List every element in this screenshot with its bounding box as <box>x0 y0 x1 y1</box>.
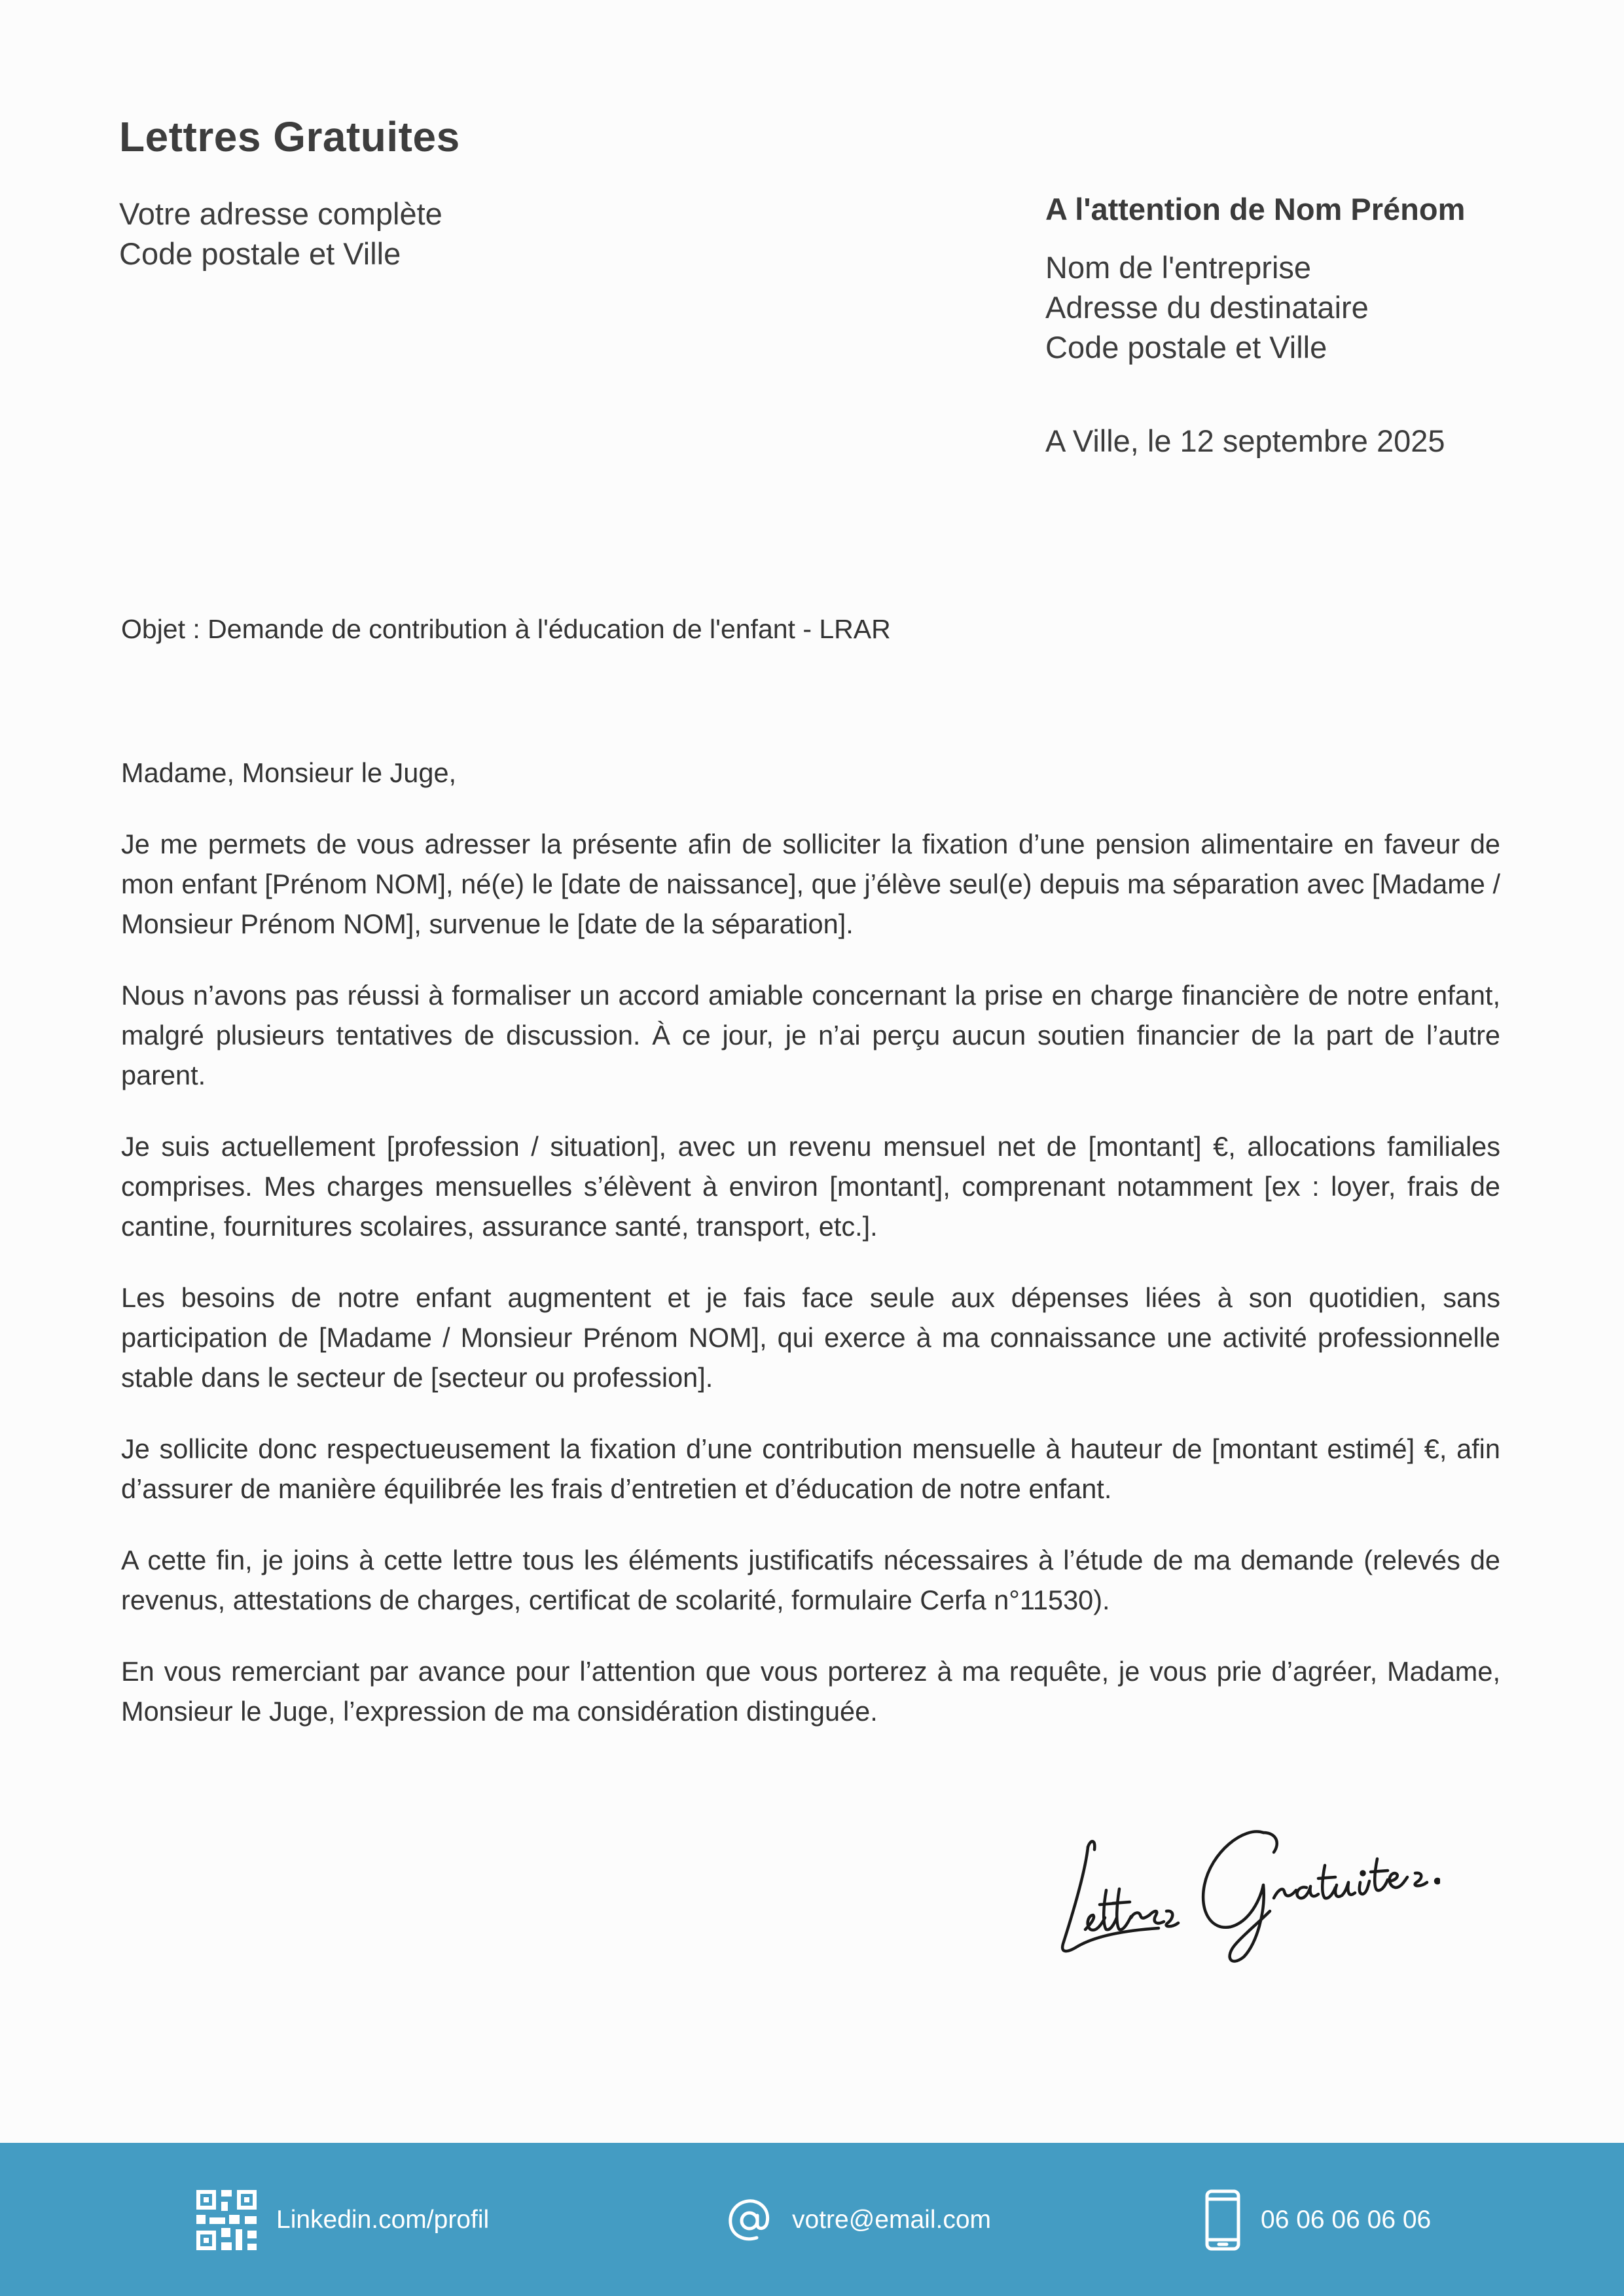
at-sign-icon <box>727 2197 772 2243</box>
qr-code-icon <box>196 2190 257 2250</box>
paragraph: Je sollicite donc respectueusement la fixation d’une contribution mensuelle à hauteur de [montant estimé] €, afin d’assurer de manière équilibrée les frais d’entretien et d’éducation de notre enfant. <box>121 1433 1500 1504</box>
sender-name: Lettres Gratuites <box>119 113 460 160</box>
recipient-city: Code postale et Ville <box>1045 330 1327 365</box>
handwritten-signature <box>1047 1813 1440 1983</box>
recipient-attention: A l'attention de Nom Prénom <box>1045 192 1466 226</box>
paragraph: Nous n’avons pas réussi à formaliser un accord amiable concernant la prise en charge financière de notre enfant, malgré plusieurs tentatives de discussion. À ce jour, je n’ai perçu aucun soutien financier de la part de l’autre parent. <box>121 980 1500 1090</box>
footer-phone[interactable] <box>1204 2189 1431 2251</box>
salutation: Madame, Monsieur le Juge, <box>121 757 457 788</box>
linkedin-link[interactable]: Linkedin.com/profil <box>276 2206 490 2234</box>
paragraph: Les besoins de notre enfant augmentent et je fais face seule aux dépenses liées à son quotidien, sans participation de [Madame / Monsieur Prénom NOM], qui exerce à ma connaissance une activité professionnelle stable dans le secteur de [secteur ou profession]. <box>121 1282 1500 1393</box>
contact-footer <box>0 2143 1624 2296</box>
letter-body <box>121 753 1500 1763</box>
footer-email[interactable] <box>727 2189 991 2251</box>
paragraph: A cette fin, je joins à cette lettre tous les éléments justificatifs nécessaires à l’étude de ma demande (relevés de revenus, attestations de charges, certificat de scolarité, formulaire Cerfa n°11530). <box>121 1545 1500 1615</box>
recipient-company: Nom de l'entreprise <box>1045 250 1312 285</box>
sender-address <box>119 194 442 274</box>
letter-date: A Ville, le 12 septembre 2025 <box>1045 423 1445 458</box>
paragraph: En vous remerciant par avance pour l’attention que vous porterez à ma requête, je vous prie d’agréer, Madame, Monsieur le Juge, l’expression de ma considération distinguée. <box>121 1656 1500 1727</box>
smartphone-icon <box>1204 2189 1241 2251</box>
recipient-address <box>1045 247 1369 367</box>
sender-address-line: Votre adresse complète <box>119 196 442 231</box>
phone-number[interactable]: 06 06 06 06 06 <box>1261 2206 1432 2234</box>
sender-city-line: Code postale et Ville <box>119 236 401 271</box>
footer-linkedin[interactable] <box>196 2189 489 2251</box>
letter-subject: Objet : Demande de contribution à l'éducation de l'enfant - LRAR <box>121 614 891 644</box>
email-link[interactable]: votre@email.com <box>792 2206 992 2234</box>
paragraph: Je suis actuellement [profession / situation], avec un revenu mensuel net de [montant] €, allocations familiales comprises. Mes charges mensuelles s’élèvent à environ [montant], comprenant notamment [ex : loyer, frais de cantine, fournitures scolaires, assurance santé, transport, etc.]. <box>121 1131 1500 1242</box>
paragraph: Je me permets de vous adresser la présente afin de solliciter la fixation d’une pension alimentaire en faveur de mon enfant [Prénom NOM], né(e) le [date de naissance], que j’élève seul(e) depuis ma séparation avec [Madame / Monsieur Prénom NOM], survenue le [date de la séparation]. <box>121 829 1500 939</box>
recipient-street: Adresse du destinataire <box>1045 290 1369 325</box>
